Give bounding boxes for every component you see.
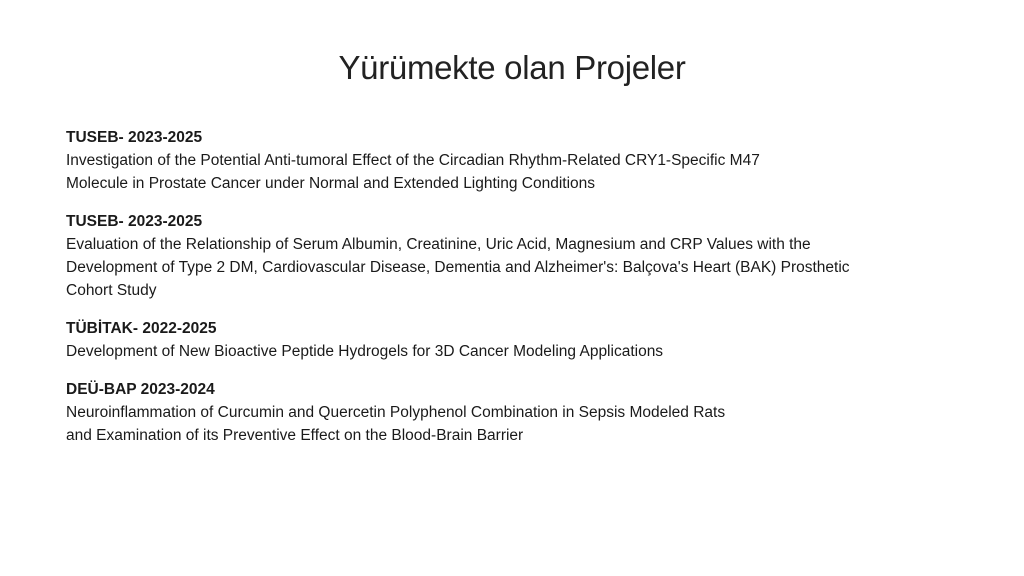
project-header: DEÜ-BAP 2023-2024	[66, 381, 215, 398]
project-item	[66, 317, 966, 363]
project-header: TÜBİTAK- 2022-2025	[66, 320, 217, 337]
project-item	[66, 126, 966, 195]
project-description-line: Molecule in Prostate Cancer under Normal and Extended Lighting Conditions	[66, 175, 596, 192]
project-description-line: Evaluation of the Relationship of Serum Albumin, Creatinine, Uric Acid, Magnesium and CRP Values with the	[66, 236, 811, 253]
project-description	[66, 149, 966, 195]
project-header: TUSEB- 2023-2025	[66, 129, 203, 146]
project-item	[66, 378, 966, 447]
project-item	[66, 210, 966, 302]
project-header: TUSEB- 2023-2025	[66, 213, 203, 230]
project-description-line: Investigation of the Potential Anti-tumoral Effect of the Circadian Rhythm-Related CRY1-Specific M47	[66, 152, 760, 169]
project-description	[66, 401, 966, 447]
project-description	[66, 340, 966, 363]
project-description-line: and Examination of its Preventive Effect on the Blood-Brain Barrier	[66, 427, 524, 444]
project-description-line: Development of Type 2 DM, Cardiovascular Disease, Dementia and Alzheimer's: Balçova's Heart (BAK) Prosthetic	[66, 259, 850, 276]
project-description	[66, 233, 966, 302]
project-description-line: Neuroinflammation of Curcumin and Quercetin Polyphenol Combination in Sepsis Modeled Rats	[66, 404, 726, 421]
slide-title: Yürümekte olan Projeler	[338, 49, 686, 86]
project-list	[66, 126, 966, 447]
project-description-line: Development of New Bioactive Peptide Hydrogels for 3D Cancer Modeling Applications	[66, 343, 664, 360]
project-description-line: Cohort Study	[66, 282, 157, 299]
